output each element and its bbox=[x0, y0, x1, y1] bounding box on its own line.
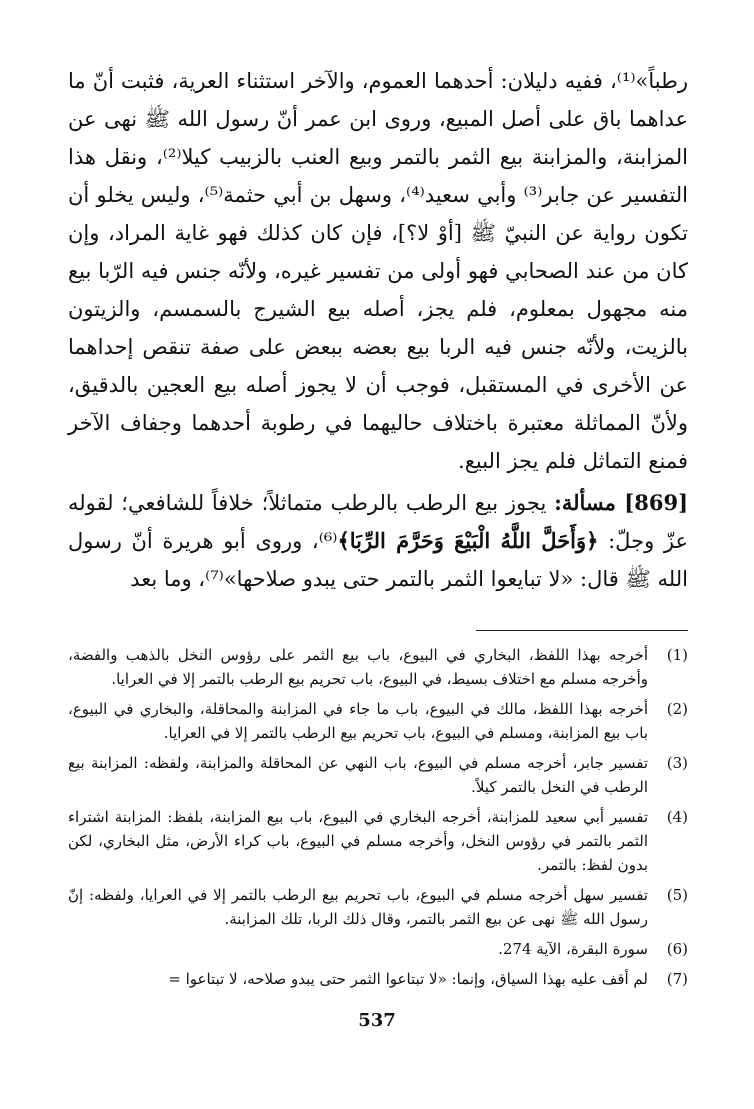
footnote-4 bbox=[68, 805, 688, 877]
footnote-5 bbox=[68, 883, 688, 931]
footnote-text: تفسير سهل أخرجه مسلم في البيوع، باب تحريم بيع الرطب بالتمر إلا في العرايا، ولفظه: إنّ رسول الله ﷺ نهى عن بيع الثمر بالتمر، وقال ذلك الربا، تلك المزابنة. bbox=[68, 886, 648, 928]
footnote-text: لم أقف عليه بهذا السياق، وإنما: «لا تبتاعوا الثمر حتى يبدو صلاحه، لا تبتاعوا = bbox=[168, 970, 648, 988]
footnote-number: (3) bbox=[666, 754, 688, 772]
footnote-7 bbox=[68, 967, 688, 991]
quran-verse: ﴿وَأَحَلَّ اللَّهُ الْبَيْعَ وَحَرَّمَ الرِّبَا﴾ bbox=[337, 528, 599, 553]
footnote-number: (5) bbox=[666, 886, 688, 904]
footnote-number: (2) bbox=[666, 700, 688, 718]
paragraph-1: رطباً»⁽¹⁾، ففيه دليلان: أحدهما العموم، والآخر استثناء العرية، فثبت أنّ ما عداهما باق على أصل المبيع، وروى ابن عمر أنّ رسول الله ﷺ نهى عن المزابنة، والمزابنة بيع الثمر بالتمر وبيع العنب بالزبيب كيلا⁽²⁾، ونقل هذا التفسير عن جابر⁽³⁾ وأبي سعيد⁽⁴⁾، وسهل بن أبي حثمة⁽⁵⁾، وليس يخلو أن تكون رواية عن النبيّ ﷺ [أوْ لا؟]، فإن كان كذلك فهو غاية المراد، وإن كان من عند الصحابي فهو أولى من تفسير غيره، ولأنّه جنس فيه الرّبا بيع منه مجهول بمعلوم، فلم يجز، أصله بيع الشيرج بالسمسم، والزيتون بالزيت، ولأنّه جنس فيه الربا بيع بعضه ببعض على صفة تنقص إحداهما عن الأخرى في المستقبل، فوجب أن لا يجوز أصله بيع العجين بالدقيق، ولأنّ المماثلة معتبرة باختلاف حاليهما في رطوبة أحدهما وجفاف الآخر فمنع التماثل فلم يجز البيع. bbox=[68, 69, 689, 473]
footnote-text: أخرجه بهذا اللفظ، مالك في البيوع، باب ما جاء في المزابنة والمحاقلة، والبخاري في البيوع، باب بيع المزابنة، ومسلم في البيوع، باب تحريم بيع الرطب بالتمر إلا في العرايا. bbox=[68, 700, 648, 742]
footnotes bbox=[68, 643, 688, 991]
footnote-number: (7) bbox=[666, 970, 688, 988]
issue-number: [869] مسألة: bbox=[554, 490, 688, 515]
page-number: 537 bbox=[358, 1010, 396, 1031]
issue-text-part1: يجوز بيع الرطب بالرطب متماثلاً؛ خلافاً للشافعي؛ لقوله عزّ وجلّ: bbox=[68, 491, 688, 553]
footnote-1 bbox=[68, 643, 688, 691]
footnote-number: (6) bbox=[666, 940, 688, 958]
issue-text-part2: ⁽⁶⁾، وروى أبو هريرة أنّ رسول الله ﷺ قال: «لا تبايعوا الثمر بالتمر حتى يبدو صلاحها»⁽⁷⁾، وما بعد bbox=[68, 529, 688, 591]
footnote-divider bbox=[476, 630, 688, 631]
footnote-text: تفسير أبي سعيد للمزابنة، أخرجه البخاري في البيوع، باب بيع المزابنة، بلفظ: المزابنة اشتراء الثمر بالتمر في رؤوس النخل، وأخرجه مسلم في البيوع، باب كراء الأرض، مثل البخاري، لكن بدون لفظ: بالتمر. bbox=[68, 808, 648, 874]
footnote-6 bbox=[68, 937, 688, 961]
footnote-text: أخرجه بهذا اللفظ، البخاري في البيوع، باب بيع الثمر على رؤوس النخل بالذهب والفضة، وأخرجه مسلم مع اختلاف بسيط، في البيوع، باب تحريم بيع الرطب بالتمر إلا في العرايا. bbox=[68, 646, 648, 688]
issue-869-paragraph bbox=[68, 484, 688, 598]
footnote-2 bbox=[68, 697, 688, 745]
footnote-number: (4) bbox=[666, 808, 688, 826]
footnote-number: (1) bbox=[666, 646, 688, 664]
page-content bbox=[68, 62, 688, 997]
footnote-text: سورة البقرة، الآية 274. bbox=[498, 940, 648, 958]
footnote-3 bbox=[68, 751, 688, 799]
main-text bbox=[68, 62, 688, 598]
footnote-text: تفسير جابر، أخرجه مسلم في البيوع، باب النهي عن المحاقلة والمزابنة، ولفظه: المزابنة بيع الرطب في النخل بالتمر كيلاً. bbox=[68, 754, 648, 796]
